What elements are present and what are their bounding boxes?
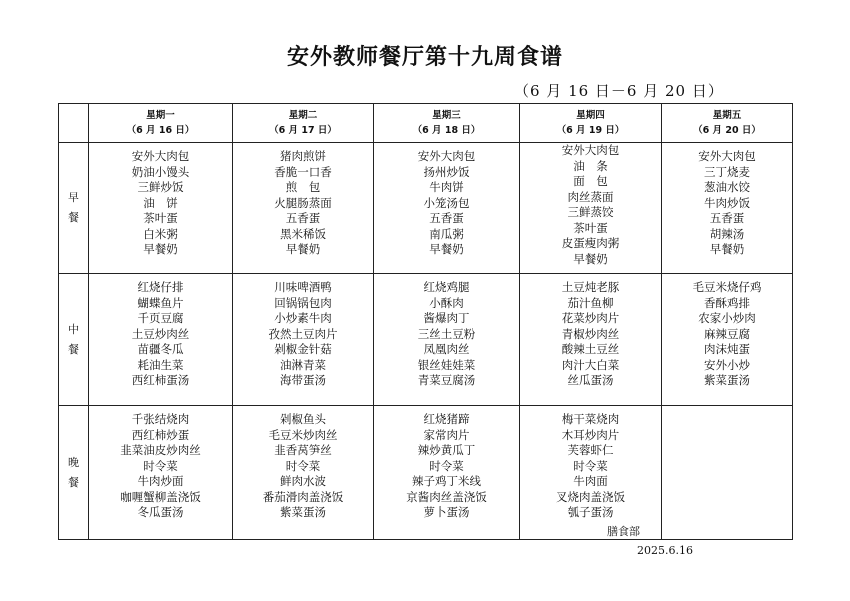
dish-item: 千张结烧肉 [131,412,190,426]
meal-row [59,406,793,540]
meal-row [59,143,793,274]
dish-item: 安外大肉包 [417,149,476,163]
dish-item: 皮蛋瘦肉粥 [561,236,620,250]
dish-item: 小笼汤包 [423,195,470,210]
dish-item: 咖喱蟹柳盖浇饭 [120,489,201,504]
dish-item: 梅干菜烧肉 [561,412,620,426]
page-title: 安外教师餐厅第十九周食谱 [286,45,563,70]
dish-item: 面 包 [573,174,608,188]
dish-item: 剁椒金针菇 [274,342,332,356]
dish-item: 早餐奶 [285,242,321,256]
signature-date: 2025.6.16 [637,544,693,557]
dish-item: 番茄滑肉盖浇饭 [262,489,344,504]
meal-row [59,274,793,406]
day-name: 星期三 [432,110,461,121]
meal-label-char: 餐 [68,211,79,224]
dish-item: 丝瓜蛋汤 [567,373,614,387]
dish-item: 千页豆腐 [137,311,184,325]
menu-cell [374,143,520,274]
dish-item: 葱油水饺 [704,180,750,194]
dish-item: 南瓜粥 [429,226,464,241]
day-name: 星期二 [288,110,318,121]
dish-item: 回锅锅包肉 [274,295,332,310]
dish-item: 红烧鸡腿 [423,280,470,294]
dish-item: 早餐奶 [143,242,178,256]
dish-item: 辣炒黄瓜丁 [417,443,476,457]
dish-item: 时令菜 [285,458,321,473]
dish-item: 毛豆米烧仔鸡 [692,280,762,294]
day-header [233,104,374,143]
menu-cell [89,274,233,406]
dish-item: 肉汁大白菜 [561,357,620,372]
dish-item: 五香蛋 [285,211,321,225]
dish-item: 西红柿炒蛋 [131,427,190,442]
dish-item: 木耳炒肉片 [561,427,620,442]
dish-item: 银丝娃娃菜 [417,357,476,372]
dish-item: 时令菜 [143,458,178,473]
menu-cell [233,406,374,540]
dish-item: 紫菜蛋汤 [704,373,750,387]
menu-cell [662,406,793,540]
menu-cell [520,143,662,274]
dish-item: 油 条 [573,158,608,173]
dish-item: 牛肉饼 [429,180,464,194]
dish-item: 三丝土豆粉 [417,326,476,341]
dish-item: 茶叶蛋 [143,211,178,225]
day-name: 星期四 [576,110,605,121]
dish-item: 奶油小馒头 [131,164,190,179]
dish-item: 韭菜油皮炒肉丝 [120,443,201,457]
dish-item: 三鲜蒸饺 [567,205,614,219]
day-date: （6 月 18 日） [412,125,481,136]
dish-item: 川味啤酒鸭 [274,280,332,294]
dish-item: 火腿肠蒸面 [274,195,332,210]
dish-item: 小炒素牛肉 [274,311,332,325]
menu-cell [520,406,662,540]
dish-item: 五香蛋 [429,211,464,225]
dish-item: 西红柿蛋汤 [131,373,190,387]
day-name: 星期一 [146,110,175,121]
dish-item: 五香蛋 [709,211,745,225]
menu-cell [89,406,233,540]
menu-cell [374,406,520,540]
dish-item: 胡辣汤 [709,226,745,241]
dish-item: 煎 包 [285,180,321,194]
menu-cell [520,274,662,406]
dish-item: 京酱肉丝盖浇饭 [406,489,487,504]
dish-item: 小酥肉 [429,295,464,310]
dish-item: 黑米稀饭 [280,226,326,241]
dish-item: 瓠子蛋汤 [567,505,614,519]
menu-cell [233,274,374,406]
dish-item: 韭香莴笋丝 [274,443,332,457]
dish-item: 青菜豆腐汤 [417,373,476,387]
day-date: （6 月 20 日） [693,125,761,136]
date-range: （6 月 16 日－6 月 20 日） [514,82,724,100]
dish-item: 毛豆米炒肉丝 [268,427,338,442]
dish-item: 香脆一口香 [274,164,332,179]
dish-item: 扬州炒饭 [423,164,470,179]
dish-item: 安外大肉包 [131,149,190,163]
dish-item: 酸辣土豆丝 [561,342,620,356]
day-header [662,104,793,143]
dish-item: 牛肉面 [573,474,608,488]
meal-label-char: 餐 [68,475,79,489]
dish-item: 牛肉炒饭 [704,195,750,210]
meal-label [59,406,89,540]
dish-item: 油 饼 [143,195,178,210]
dish-item: 香酥鸡排 [704,295,750,310]
dish-item: 芙蓉虾仁 [567,443,614,457]
dish-item: 白米粥 [143,226,178,241]
day-date: （6 月 17 日） [269,125,337,136]
dish-item: 鲜肉水波 [280,474,326,488]
dish-item: 酱爆肉丁 [423,311,470,325]
dish-item: 农家小炒肉 [698,311,756,325]
dish-item: 茶叶蛋 [573,220,608,235]
day-header [374,104,520,143]
dish-item: 紫菜蛋汤 [280,505,326,519]
dish-item: 剁椒鱼头 [280,412,326,426]
day-date: （6 月 19 日） [556,125,625,136]
dish-item: 土豆炒肉丝 [131,326,190,341]
meal-label-char: 中 [68,322,79,336]
dish-item: 牛肉炒面 [137,474,184,488]
dish-item: 红烧猪蹄 [423,412,470,426]
dish-item: 辣子鸡丁米线 [412,474,481,488]
day-date: （6 月 16 日） [126,125,195,136]
dish-item: 冬瓜蛋汤 [137,505,184,519]
menu-table [58,103,793,540]
dish-item: 三鲜炒饭 [137,180,184,194]
dish-item: 红烧仔排 [137,280,184,294]
header-row [59,104,793,143]
dish-item: 萝卜蛋汤 [423,505,470,519]
day-header [89,104,233,143]
dish-item: 油淋青菜 [280,357,326,372]
meal-label [59,274,89,406]
dish-item: 海带蛋汤 [280,373,326,387]
meal-label [59,143,89,274]
dish-item: 猪肉煎饼 [280,149,326,163]
dish-item: 安外大肉包 [561,143,620,157]
menu-cell [89,143,233,274]
department-signature: 膳食部 [607,525,640,538]
menu-cell [662,274,793,406]
dish-item: 叉烧肉盖浇饭 [556,489,625,504]
dish-item: 耗油生菜 [137,357,184,372]
day-header [520,104,662,143]
dish-item: 家常肉片 [423,427,470,442]
meal-label-char: 晚 [68,455,79,469]
menu-cell [662,143,793,274]
dish-item: 土豆炖老豚 [561,280,620,294]
dish-item: 早餐奶 [709,242,745,256]
dish-item: 蝴蝶鱼片 [137,295,184,310]
dish-item: 时令菜 [573,458,608,473]
dish-item: 花菜炒肉片 [561,311,620,325]
dish-item: 青椒炒肉丝 [561,326,620,341]
dish-item: 肉沫炖蛋 [704,342,750,356]
dish-item: 苗疆冬瓜 [137,342,184,356]
menu-cell [374,274,520,406]
meal-label-char: 餐 [68,342,79,356]
dish-item: 麻辣豆腐 [704,326,750,341]
corner-cell [59,104,89,143]
dish-item: 安外小炒 [704,357,750,372]
dish-item: 安外大肉包 [698,149,756,163]
dish-item: 孜然土豆肉片 [268,326,338,341]
dish-item: 茄汁鱼柳 [567,295,614,310]
dish-item: 三丁烧麦 [704,164,750,179]
dish-item: 早餐奶 [573,251,608,266]
dish-item: 肉丝蒸面 [567,189,614,204]
dish-item: 早餐奶 [429,242,464,256]
menu-cell [233,143,374,274]
dish-item: 时令菜 [429,458,464,473]
meal-label-char: 早 [68,191,79,204]
day-name: 星期五 [712,110,742,121]
dish-item: 凤凰肉丝 [423,342,470,356]
